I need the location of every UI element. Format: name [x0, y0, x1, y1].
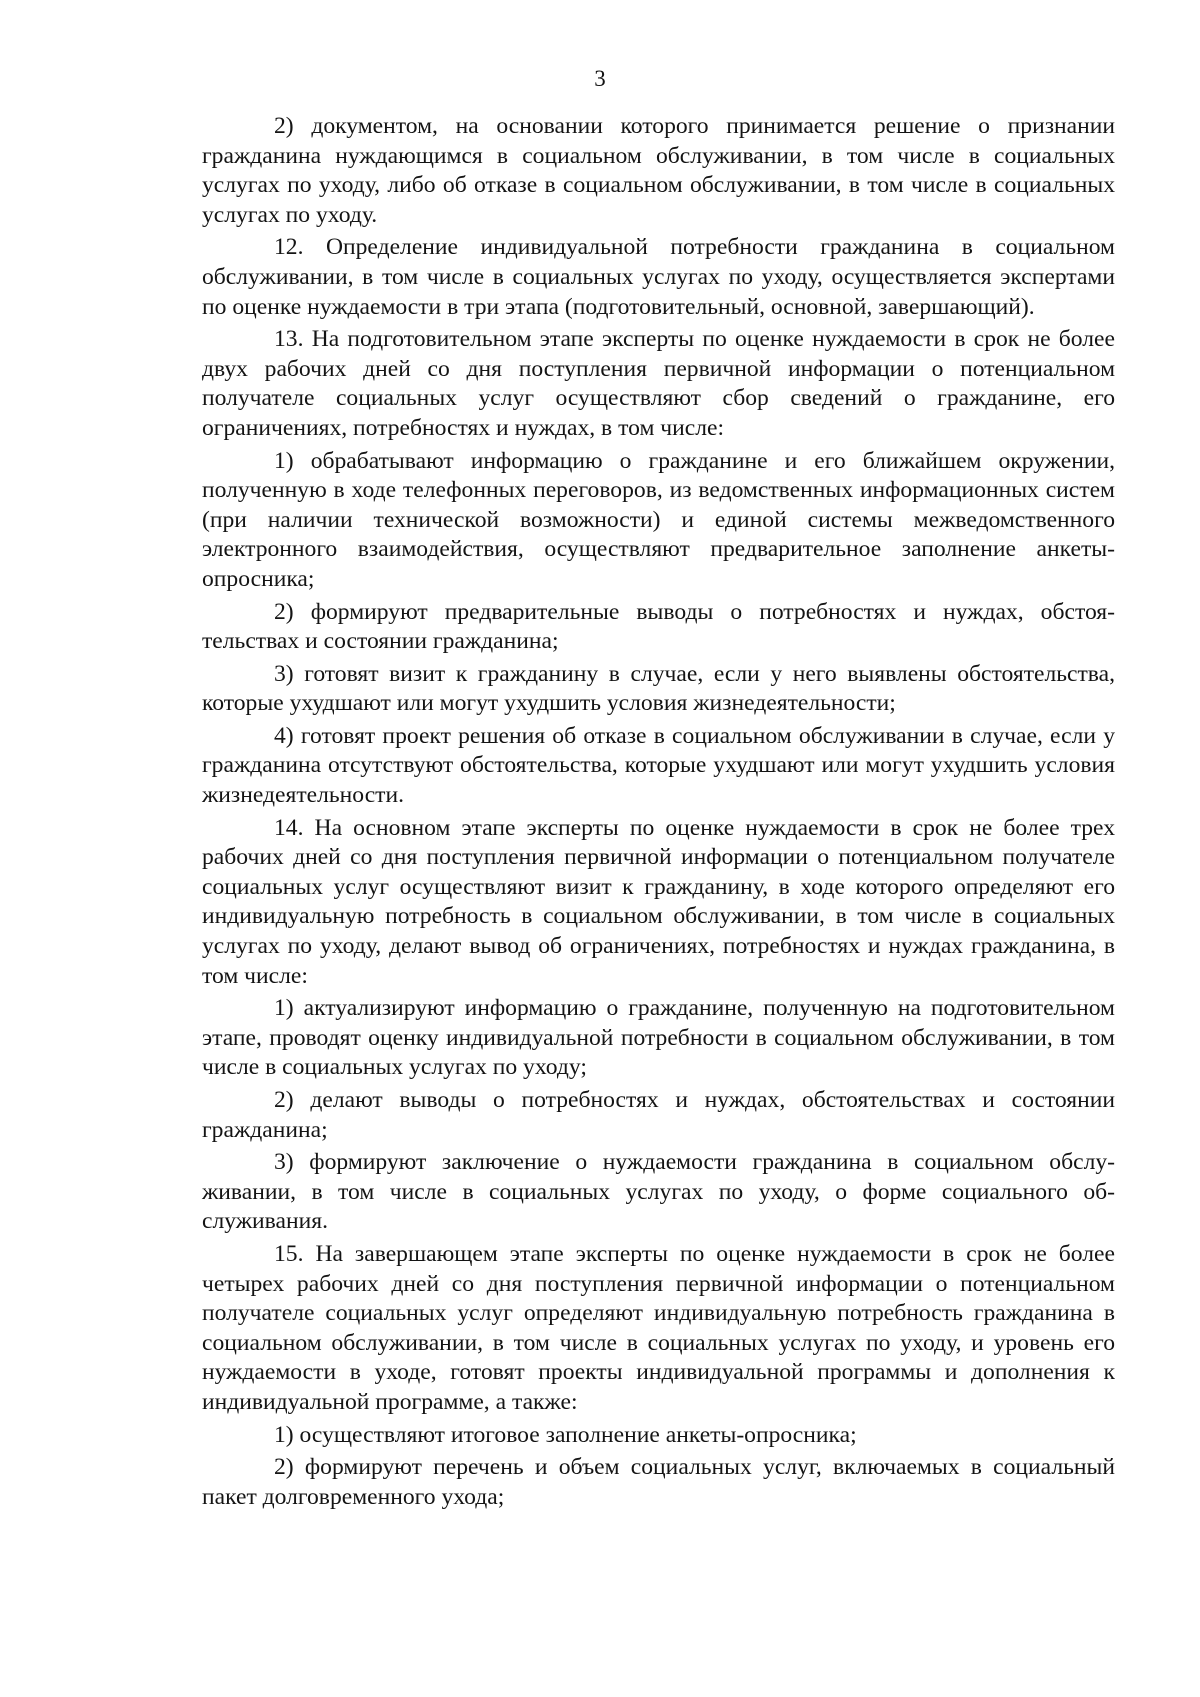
paragraph-14-main-stage: 14. На основном этапе эксперты по оценке нуждаемости в срок не более трех рабочих дней со дня поступления первичной информации о потенциальном получателе социальных услуг осуществляют визит к гражданину, в ходе которого определяют его индивидуальную потребность в социальном обслуживании, в том числе в социальных услугах по уходу, делают вывод об ограничениях, потребностях и нуждах гражданина, в том числе: — [202, 814, 1115, 989]
paragraph-12-definition-of-need: 12. Определение индивидуальной потребности гражданина в социальном обслуживании, в том числе в социальных услугах по уходу, осуществляется экспертами по оценке нуждаемости в три этапа (подготовительный, основной, завершающий). — [202, 234, 1115, 320]
paragraph-13-item-2: 2) формируют предварительные выводы о потребностях и нуждах, обстоятельствах и состоянии гражданина; — [202, 598, 1115, 655]
paragraph-13-preparatory-stage: 13. На подготовительном этапе эксперты по оценке нуждаемости в срок не более двух рабочих дней со дня поступления первичной информации о потенциальном получателе социальных услуг осуществляют сбор сведений о гражданине, его ограничениях, потребностях и нуждах, в том числе: — [202, 326, 1115, 441]
paragraph-14-item-1: 1) актуализируют информацию о гражданине, полученную на подготовительном этапе, проводят оценку индивидуальной потребности в социальном обслуживании, в том числе в социальных услугах по уходу; — [202, 995, 1115, 1081]
paragraph-13-item-3: 3) готовят визит к гражданину в случае, если у него выявлены обстоятельства, которые ухудшают или могут ухудшить условия жизнедеятельности; — [202, 660, 1115, 717]
paragraph-14-item-2: 2) делают выводы о потребностях и нуждах, обстоятельствах и состоянии гражданина; — [202, 1087, 1115, 1143]
paragraph-item-2-document-basis: 2) документом, на основании которого принимается решение о признании гражданина нуждающимся в социальном обслуживании, в том числе в социальных услугах по уходу, либо об отказе в социальном обслуживании, в том числе в социальных услугах по уходу. — [202, 113, 1115, 228]
paragraph-13-item-1: 1) обрабатывают информацию о гражданине и его ближайшем окружении, полученную в ходе телефонных переговоров, из ведомственных информационных систем (при наличии технической возможности) и единой системы межведомственного электронного взаимодействия, осуществляют предварительное заполнение анкеты-опросника; — [202, 447, 1115, 592]
paragraph-15-item-1: 1) осуществляют итоговое заполнение анкеты-опросника; — [274, 1421, 857, 1448]
document-body — [202, 112, 1115, 1515]
paragraph-15-final-stage: 15. На завершающем этапе эксперты по оценке нуждаемости в срок не более четырех рабочих дней со дня поступления первичной информации о потенциальном получателе социальных услуг определяют индивидуальную потребность гражданина в социальном обслуживании, в том числе в социальных услугах по уходу, и уровень его нуждаемости в уходе, готовят проекты индивидуальной программы и дополнения к индивидуальной программе, а также: — [202, 1240, 1115, 1415]
paragraph-13-item-4: 4) готовят проект решения об отказе в социальном обслуживании в случае, если у гражданина отсутствуют обстоятельства, которые ухудшают или могут ухудшить условия жизнедеятельности. — [202, 722, 1115, 809]
paragraph-15-item-2: 2) формируют перечень и объем социальных услуг, включаемых в социальный пакет долговременного ухода; — [202, 1454, 1115, 1510]
page-number: 3 — [594, 66, 606, 91]
paragraph-14-item-3: 3) формируют заключение о нуждаемости гражданина в социальном обслуживании, в том числе в социальных услугах по уходу, о форме социального обслуживания. — [202, 1149, 1115, 1235]
